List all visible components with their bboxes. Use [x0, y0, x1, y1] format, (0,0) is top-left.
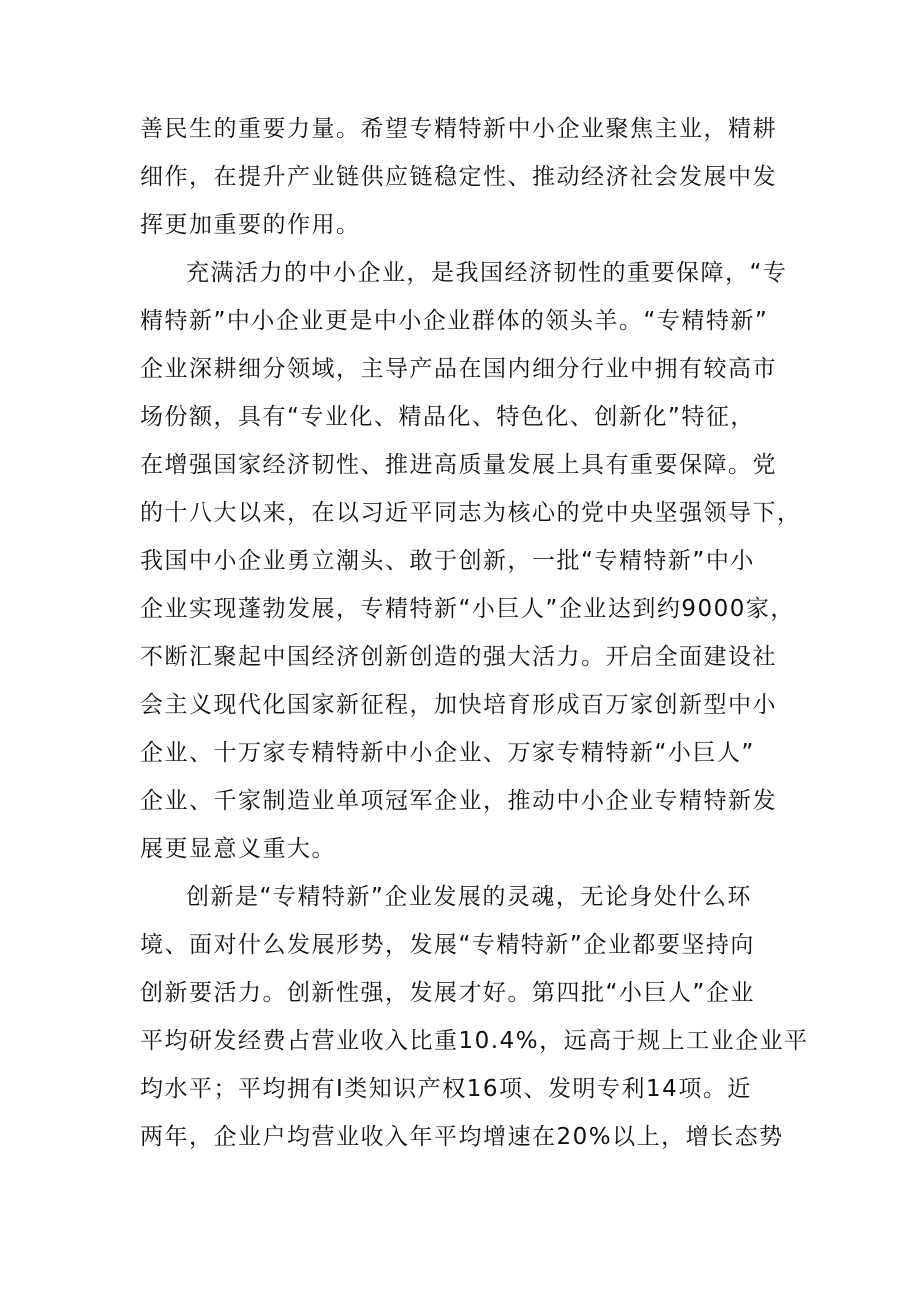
text-line: 境、面对什么发展形势，发展“专精特新”企业都要坚持向 — [140, 932, 755, 958]
text-line: 善民生的重要力量。希望专精特新中小企业聚焦主业，精耕 — [140, 116, 777, 142]
text-line: 会主义现代化国家新征程，加快培育形成百万家创新型中小 — [140, 692, 777, 718]
text-line: 在增强国家经济韧性、推进高质量发展上具有重要保障。党 — [140, 452, 777, 478]
text-line: 创新要活力。创新性强，发展才好。第四批“小巨人”企业 — [140, 980, 755, 1006]
text-line: 企业深耕细分领域，主导产品在国内细分行业中拥有较高市 — [140, 356, 777, 382]
paragraph-first-line: 创新是“专精特新”企业发展的灵魂，无论身处什么环 — [186, 884, 752, 910]
text-line: 我国中小企业勇立潮头、敢于创新，一批“专精特新”中小 — [140, 548, 755, 574]
text-line: 两年，企业户均营业收入年平均增速在20%以上，增长态势 — [140, 1124, 784, 1150]
text-line: 企业、十万家专精特新中小企业、万家专精特新“小巨人” — [140, 740, 755, 766]
text-line: 场份额，具有“专业化、精品化、特色化、创新化”特征， — [140, 404, 755, 430]
text-line: 不断汇聚起中国经济创新创造的强大活力。开启全面建设社 — [140, 644, 777, 670]
text-line: 的十八大以来，在以习近平同志为核心的党中央坚强领导下， — [140, 500, 802, 526]
text-line: 展更显意义重大。 — [140, 836, 336, 862]
text-line: 挥更加重要的作用。 — [140, 212, 361, 238]
paragraph-first-line: 充满活力的中小企业，是我国经济韧性的重要保障，“专 — [186, 260, 788, 286]
text-line: 精特新”中小企业更是中小企业群体的领头羊。“专精特新” — [140, 308, 769, 334]
text-line: 企业、千家制造业单项冠军企业，推动中小企业专精特新发 — [140, 788, 777, 814]
text-line: 细作，在提升产业链供应链稳定性、推动经济社会发展中发 — [140, 164, 777, 190]
text-line: 平均研发经费占营业收入比重10.4%，远高于规上工业企业平 — [140, 1028, 809, 1054]
text-line: 企业实现蓬勃发展，专精特新“小巨人”企业达到约9000家， — [140, 596, 795, 622]
text-line: 均水平；平均拥有I类知识产权16项、发明专利14项。近 — [140, 1076, 752, 1102]
